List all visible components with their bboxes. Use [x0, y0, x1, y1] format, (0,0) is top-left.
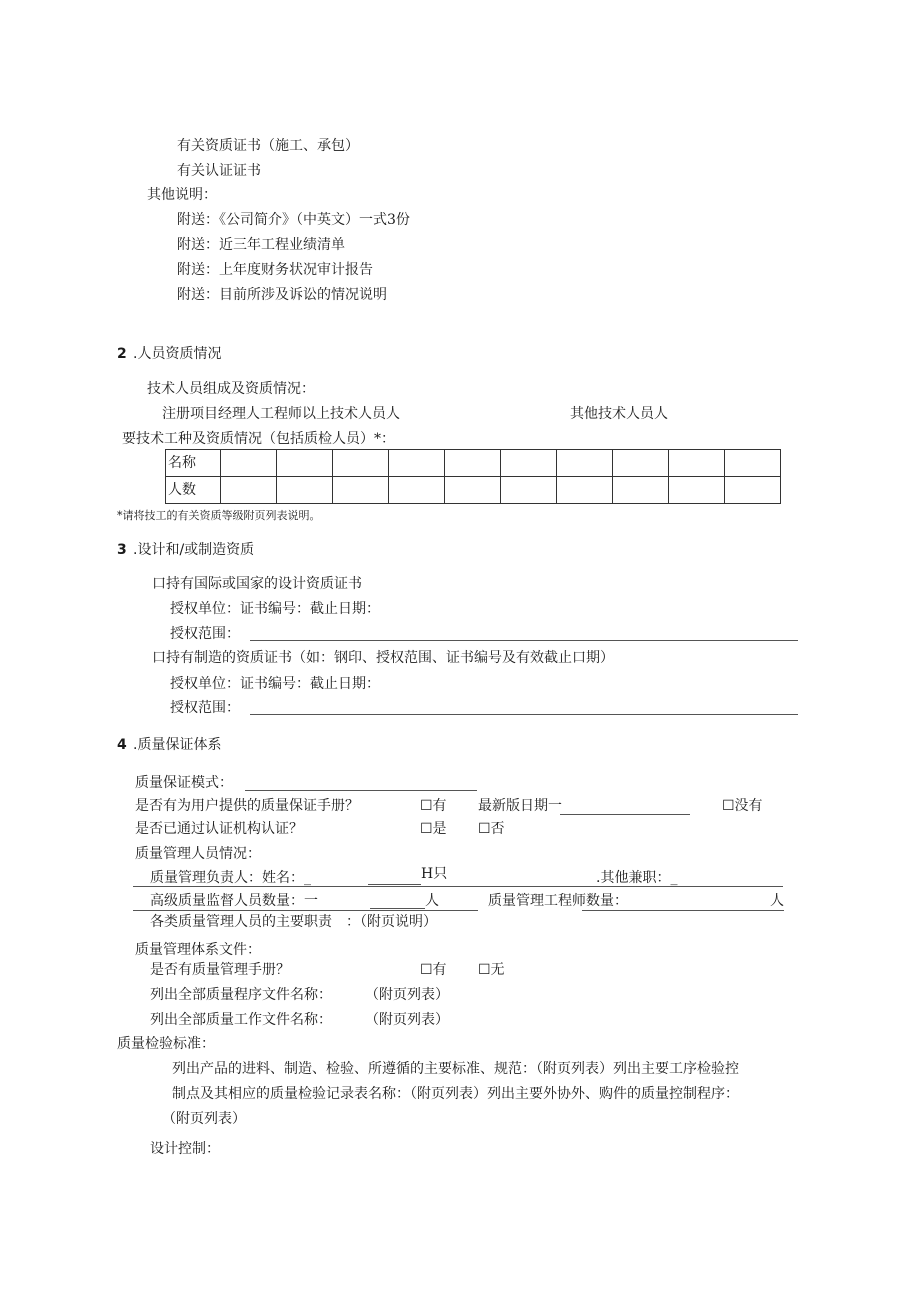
table-row	[166, 450, 781, 477]
attachment-project-list: 附送：近三年工程业绩清单	[177, 237, 345, 253]
cert-certification-line: 有关认证证书	[177, 163, 261, 179]
trades-table	[165, 449, 781, 504]
senior-supervisor-count-field[interactable]	[370, 908, 425, 909]
work-docs-note: （附页列表）	[365, 1012, 449, 1028]
table-cell[interactable]	[725, 477, 781, 504]
section-2-number: 2	[117, 346, 127, 362]
auth-scope-label-1: 授权范围：	[170, 626, 240, 642]
table-row-label-count: 人数	[166, 477, 221, 504]
certified-no-checkbox[interactable]: ☐否	[478, 821, 505, 837]
table-cell[interactable]	[445, 477, 501, 504]
section-3-title: .设计和/或制造资质	[133, 542, 255, 558]
other-role-label: .其他兼职：_	[596, 870, 678, 886]
auth-scope-field-1[interactable]	[250, 640, 798, 641]
section-4-number: 4	[117, 737, 127, 753]
table-cell[interactable]	[557, 450, 613, 477]
certified-question: 是否已通过认证机构认证？	[135, 821, 303, 837]
qa-manual-question: 是否有为用户提供的质量保证手册？	[135, 798, 359, 814]
table-cell[interactable]	[613, 477, 669, 504]
qm-head-name-field[interactable]	[368, 884, 421, 885]
other-notes-label: 其他说明：	[147, 187, 217, 203]
table-cell[interactable]	[277, 477, 333, 504]
certified-yes-checkbox[interactable]: ☐是	[420, 821, 447, 837]
table-row-label-name: 名称	[166, 450, 221, 477]
table-cell[interactable]	[221, 477, 277, 504]
senior-supervisor-unit: 人	[425, 893, 439, 909]
auth-unit-line-2: 授权单位：证书编号：截止日期：	[170, 676, 380, 692]
qm-engineer-count-label: 质量管理工程师数量：	[488, 893, 628, 909]
table-cell[interactable]	[333, 450, 389, 477]
qa-manual-have-checkbox[interactable]: ☐有	[420, 798, 447, 814]
table-cell[interactable]	[669, 477, 725, 504]
table-cell[interactable]	[333, 477, 389, 504]
section-3-number: 3	[117, 542, 127, 558]
registered-staff-line: 注册项目经理人工程师以上技术人员人	[162, 406, 400, 422]
qm-duties-line: 各类质量管理人员的主要职责 ：（附页说明）	[150, 914, 437, 930]
other-staff-line: 其他技术人员人	[570, 406, 668, 422]
table-cell[interactable]	[389, 450, 445, 477]
qm-engineer-count-field[interactable]	[582, 910, 784, 911]
qa-mode-field[interactable]	[245, 790, 477, 791]
qa-manual-none-checkbox[interactable]: ☐没有	[722, 798, 763, 814]
table-cell[interactable]	[277, 450, 333, 477]
latest-version-date-field[interactable]	[560, 814, 690, 815]
cert-construction-line: 有关资质证书（施工、承包）	[177, 138, 359, 154]
procedure-docs-label: 列出全部质量程序文件名称：	[150, 987, 332, 1003]
qm-head-mid-text: H只	[421, 866, 448, 882]
qms-documents-label: 质量管理体系文件：	[135, 942, 261, 958]
table-row	[166, 477, 781, 504]
qm-engineer-unit: 人	[770, 893, 784, 909]
table-cell[interactable]	[557, 477, 613, 504]
qm-manual-none-checkbox[interactable]: ☐无	[478, 962, 505, 978]
mfg-cert-checkbox-line[interactable]: 口持有制造的资质证书（如：钢印、授权范围、证书编号及有效截止口期）	[152, 650, 614, 666]
attachment-audit-report: 附送：上年度财务状况审计报告	[177, 262, 373, 278]
table-cell[interactable]	[725, 450, 781, 477]
qa-mode-label: 质量保证模式：	[135, 775, 233, 791]
qm-manual-question: 是否有质量管理手册？	[150, 962, 290, 978]
inspection-paragraph-line-1: 列出产品的进料、制造、检验、所遵循的主要标准、规范：（附页列表）列出主要工序检验控	[172, 1061, 739, 1077]
senior-supervisor-count-label: 高级质量监督人员数量：一	[150, 893, 318, 909]
design-cert-checkbox-line[interactable]: 口持有国际或国家的设计资质证书	[152, 576, 362, 592]
table-cell[interactable]	[669, 450, 725, 477]
qm-head-name-label: 质量管理负责人：姓名：_	[150, 870, 311, 886]
staff-composition-label: 技术人员组成及资质情况：	[147, 381, 315, 397]
auth-scope-label-2: 授权范围：	[170, 700, 240, 716]
section-4-title: .质量保证体系	[133, 737, 222, 753]
inspection-paragraph-line-3: （附页列表）	[162, 1111, 246, 1127]
table-cell[interactable]	[221, 450, 277, 477]
inspection-standards-label: 质量检验标准：	[117, 1036, 215, 1052]
main-trades-label: 要技术工种及资质情况（包括质检人员）*：	[122, 431, 395, 447]
table-footnote: *请将技工的有关资质等级附页列表说明。	[117, 509, 321, 522]
qm-head-underline	[133, 886, 783, 887]
table-cell[interactable]	[501, 450, 557, 477]
table-cell[interactable]	[501, 477, 557, 504]
work-docs-label: 列出全部质量工作文件名称：	[150, 1012, 332, 1028]
latest-version-date-label: 最新版日期一	[478, 798, 562, 814]
senior-supervisor-underline	[133, 910, 478, 911]
procedure-docs-note: （附页列表）	[365, 987, 449, 1003]
inspection-paragraph-line-2: 制点及其相应的质量检验记录表名称：（附页列表）列出主要外协外、购件的质量控制程序：	[172, 1086, 739, 1102]
table-cell[interactable]	[613, 450, 669, 477]
auth-scope-field-2[interactable]	[250, 714, 798, 715]
table-cell[interactable]	[389, 477, 445, 504]
auth-unit-line-1: 授权单位：证书编号：截止日期：	[170, 601, 380, 617]
qm-manual-have-checkbox[interactable]: ☐有	[420, 962, 447, 978]
section-2-title: .人员资质情况	[133, 346, 222, 362]
attachment-litigation: 附送：目前所涉及诉讼的情况说明	[177, 287, 387, 303]
attachment-company-profile: 附送：《公司简介》（中英文）一式3份	[177, 212, 410, 228]
table-cell[interactable]	[445, 450, 501, 477]
design-control-label: 设计控制：	[150, 1141, 220, 1157]
qm-staff-label: 质量管理人员情况：	[135, 846, 261, 862]
